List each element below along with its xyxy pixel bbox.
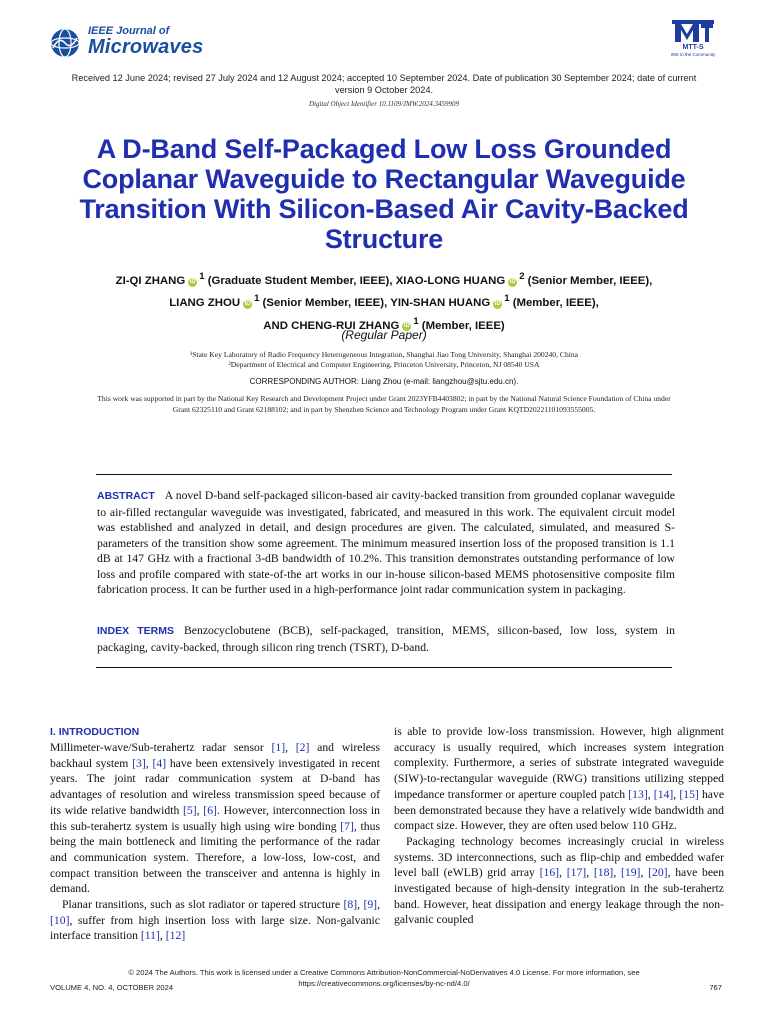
citation-link[interactable]: [1]: [271, 741, 286, 754]
citation-link[interactable]: [7]: [340, 819, 354, 833]
citation-link[interactable]: [3]: [132, 756, 146, 770]
globe-icon: [50, 28, 80, 58]
affiliation-1: ¹State Key Laboratory of Radio Frequency Heterogeneous Integration, Shanghai Jiao Tong University, Shanghai 200240, China: [189, 350, 579, 359]
citation-link[interactable]: [11]: [140, 929, 160, 943]
license-link[interactable]: https://creativecommons.org/licenses/by-nc-nd/4.0/: [298, 979, 470, 988]
corresponding-author: CORRESPONDING AUTHOR: Liang Zhou (e-mail: liangzhou@sjtu.edu.cn).: [249, 377, 519, 386]
funding-note: This work was supported in part by the National Key Research and Development Project under Grant 2023YFB4403802; in part by the National Natural Science Foundation of China under Grant 62325110 and Grant 62188102; and in part by Shenzhen Science and Technology Program under Grant KQTD20221101093555005.: [97, 394, 671, 414]
author-name: AND CHENG-RUI ZHANG: [263, 319, 400, 332]
volume-info: VOLUME 4, NO. 4, OCTOBER 2024: [50, 983, 174, 992]
author-name: ZI-QI ZHANG: [115, 274, 186, 287]
author-role: (Member, IEEE): [421, 319, 505, 332]
license-text: © 2024 The Authors. This work is licensed under a Creative Commons Attribution-NonCommercial-NoDerivatives 4.0 License. For more information, see: [128, 968, 640, 977]
paper-title: A D-Band Self-Packaged Low Loss Grounded Coplanar Waveguide to Rectangular Waveguide Transition With Silicon-Based Air Cavity-Backed Structure: [79, 134, 689, 254]
citation-link[interactable]: [20]: [648, 866, 668, 880]
citation-link[interactable]: [4]: [152, 756, 167, 770]
received-dates: Received 12 June 2024; revised 27 July 2024 and 12 August 2024; accepted 10 September 2024. Date of publication 30 September 2024; date of current version 9 October 2024.: [71, 73, 697, 95]
doi: Digital Object Identifier 10.1109/JMW.2024.3459909: [308, 100, 460, 108]
affiliation-2: ²Department of Electrical and Computer Engineering, Princeton University, Princeton, NJ 08540 USA: [228, 360, 540, 369]
paragraph: Millimeter-wave/Sub-terahertz radar sensor [1], [2] and wireless backhaul system [3], [4] have been extensively investigated in recent years. The joint radar communication system at D-band has advantages of resolution and wireless transmission speed because of its wide relative bandwidth [5], [6]. However, interconnection loss in this sub-terahertz system is usually high using wire bonding [7], thus being the main bottleneck and limiting the performance of the radar and communication system. Therefore, a low-loss, low-cost, and compact transition between the transceiver and antenna is highly in demand.: [50, 741, 381, 896]
journal-name: Microwaves: [88, 36, 204, 58]
orcid-icon[interactable]: iD: [494, 301, 501, 308]
author-name: YIN-SHAN HUANG: [390, 297, 491, 310]
paragraph: Packaging technology becomes increasingly crucial in wireless systems. 3D interconnections, such as flip-chip and embedded wafer level ball (eWLB) grid array [16], [17], [18], [19], [20], have been investigated because of high-density integration in the sub-terahertz band. However, heat dissipation and energy leakage through the non-galvanic coupled: [394, 834, 725, 927]
affiliation-marker: 2: [519, 271, 525, 282]
divider: [96, 667, 672, 668]
author-list: [60, 268, 708, 335]
orcid-icon[interactable]: iD: [244, 301, 251, 308]
affiliation-marker: 1: [413, 315, 419, 327]
abstract-text: A novel D-band self-packaged silicon-based air cavity-backed transition from grounded coplanar waveguide to air-filled rectangular waveguide was investigated, fabricated, and measured in this work. The equivalent circuit model was established and analyzed in detail, and design procedures are given. The calculated, simulated, and measured S-parameters of the transition show some agreement. The minimum measured insertion loss of the proposed transition is 1.1 dB at 147 GHz with a fractional 3-dB bandwidth of 10.2%. This transition demonstrates outstanding performance of low loss and profile compared with state-of-the art works in our in-house silicon-based MEMS photosensitive composite film fabrication process. It can be further used in a high-performance joint radar communication system in packaging.: [97, 489, 675, 596]
citation-link[interactable]: [12]: [165, 929, 186, 943]
citation-link[interactable]: [13]: [628, 787, 648, 801]
paragraph: is able to provide low-loss transmission. However, high alignment accuracy is usually required, which increases system integration complexity. Furthermore, a series of substrate integrated waveguide (SIW)-to-rectangular waveguide (RWG) transitions utilizing stepped impedance transformer or aperture coupled patch [13], [14], [15] have been demonstrated because they have a relatively wide bandwidth and compact size. However, they are often used below 110 GHz.: [394, 725, 725, 833]
author-role: (Graduate Student Member, IEEE),: [207, 274, 393, 287]
mtts-emblem-icon: [671, 18, 715, 44]
citation-link[interactable]: [19]: [620, 866, 641, 880]
society-tagline: IMS to the Community: [670, 52, 716, 57]
divider: [96, 474, 672, 475]
page-number: 767: [709, 983, 722, 992]
index-terms-text: Benzocyclobutene (BCB), self-packaged, transition, MEMS, silicon-based, low loss, system in packaging, cavity-backed, through silicon ring trench (TSRT), D-band.: [97, 624, 675, 654]
citation-link[interactable]: [18]: [593, 866, 614, 880]
section-heading: I. INTRODUCTION: [50, 726, 140, 738]
body-column-left: [50, 724, 380, 944]
paragraph: Planar transitions, such as slot radiator or tapered structure [8], [9], [10], suffer from high insertion loss with large size. Non-galvanic interface transition [11], [12]: [50, 898, 380, 943]
citation-link[interactable]: [15]: [679, 787, 699, 801]
citation-link[interactable]: [9]: [363, 898, 378, 912]
citation-link[interactable]: [17]: [566, 866, 587, 880]
journal-logo: [50, 24, 230, 62]
citation-link[interactable]: [14]: [653, 787, 674, 801]
affiliation-marker: 1: [199, 271, 205, 282]
citation-link[interactable]: [8]: [343, 898, 358, 912]
orcid-icon[interactable]: iD: [403, 323, 410, 330]
orcid-icon[interactable]: iD: [509, 278, 516, 285]
affiliations: [60, 350, 708, 370]
index-terms: [97, 623, 675, 655]
citation-link[interactable]: [5]: [183, 803, 197, 817]
author-role: (Senior Member, IEEE),: [527, 274, 653, 287]
citation-link[interactable]: [10]: [50, 913, 70, 927]
affiliation-marker: 1: [504, 293, 510, 305]
citation-link[interactable]: [6]: [203, 803, 217, 817]
author-name: XIAO-LONG HUANG: [395, 274, 506, 287]
abstract-label: ABSTRACT: [97, 490, 155, 502]
citation-link[interactable]: [16]: [539, 866, 560, 880]
citation-link[interactable]: [2]: [295, 741, 310, 754]
affiliation-marker: 1: [254, 293, 260, 305]
author-role: (Senior Member, IEEE),: [262, 297, 388, 310]
index-terms-label: INDEX TERMS: [97, 625, 175, 637]
paper-type: (Regular Paper): [341, 328, 427, 342]
body-column-right: [394, 724, 724, 928]
orcid-icon[interactable]: iD: [189, 278, 196, 285]
author-name: LIANG ZHOU: [169, 297, 241, 310]
abstract: [97, 488, 675, 598]
journal-name-small: IEEE Journal of: [88, 25, 170, 37]
author-role: (Member, IEEE),: [512, 297, 599, 310]
society-logo: [662, 18, 724, 60]
society-logo-text: MTT-S: [682, 44, 704, 51]
